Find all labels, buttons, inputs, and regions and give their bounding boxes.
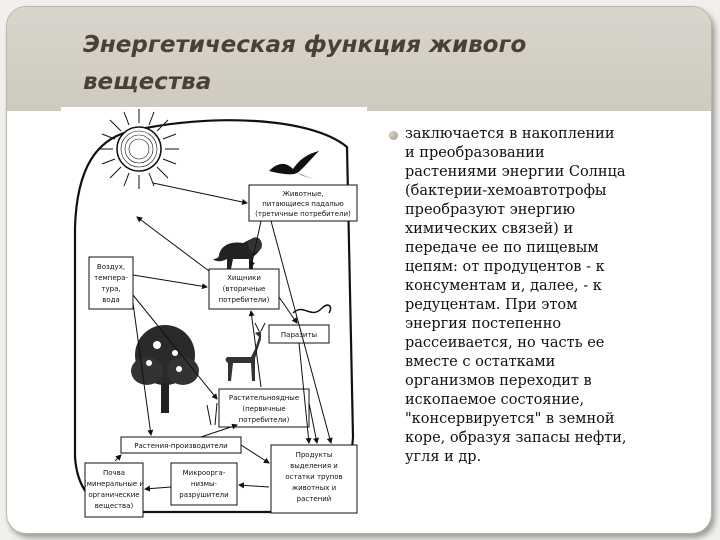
- microbes-line-1: Микроорга-: [182, 469, 226, 477]
- energy-flow-diagram: [61, 107, 367, 531]
- sun-icon: [99, 109, 179, 189]
- soil-line-1: Почва: [102, 469, 126, 477]
- box-microbes: [171, 463, 237, 505]
- microbes-line-3: разрушители: [179, 491, 229, 499]
- bird-icon: [269, 151, 319, 179]
- herbivores-line-2: (первичные: [242, 405, 286, 413]
- products-line-5: растений: [296, 495, 332, 503]
- soil-line-3: органические: [88, 491, 140, 499]
- predators-line-3: потребители): [218, 296, 270, 304]
- parasite-icon: [293, 305, 331, 313]
- box-air: [89, 257, 133, 309]
- products-line-4: животных и: [291, 484, 337, 492]
- slide-title: Энергетическая функция живого вещества: [83, 32, 527, 95]
- box-soil: [84, 463, 144, 517]
- predators-line-2: (вторичные: [222, 285, 266, 293]
- bullet-list: [405, 125, 695, 467]
- scavengers-line-1: Животные,: [282, 190, 324, 198]
- box-products: [271, 445, 357, 513]
- scavengers-line-3: (третичные потребители): [255, 210, 351, 218]
- air-line-1: Воздух,: [96, 263, 126, 271]
- products-line-1: Продукты: [295, 451, 333, 459]
- slide-frame: [6, 6, 712, 534]
- parasites-label: Паразиты: [280, 331, 318, 339]
- predators-line-1: Хищники: [227, 274, 261, 282]
- diagram-svg: [61, 107, 367, 531]
- box-herbivores: [219, 389, 309, 427]
- herbivores-line-3: потребители): [238, 416, 290, 424]
- box-scavengers: [249, 185, 357, 221]
- lion-icon: [213, 237, 262, 269]
- bullet-marker: [389, 131, 398, 140]
- producers-label: Растения-производители: [134, 442, 228, 450]
- bullet-text: заключается в накоплении и преобразовании растениями энергии Солнца (бактерии-хемоавтотрофы преобразуют энергию химических связей) и передаче ее по пищевым цепям: от продуцентов - к консументам и, далее, - к редуцентам. При этом энергия постепенно рассеивается, но часть ее вместе с остатками организмов переходит в ископаемое состояние, "консервируется" в земной коре, образуя запасы нефти, угля и др.: [405, 126, 627, 465]
- air-line-4: вода: [102, 296, 120, 304]
- products-line-2: выделения и: [290, 462, 338, 470]
- air-line-3: тура,: [101, 285, 121, 293]
- box-producers: [121, 437, 241, 453]
- box-parasites: [269, 325, 329, 343]
- tree-icon: [131, 325, 199, 413]
- box-predators: [209, 269, 279, 309]
- herbivores-line-1: Растительноядные: [228, 394, 300, 402]
- air-line-2: темпера-: [94, 274, 128, 282]
- soil-line-4: вещества): [94, 502, 134, 510]
- microbes-line-2: низмы-: [190, 480, 218, 488]
- scavengers-line-2: питающиеся падалью: [262, 200, 344, 208]
- products-line-3: остатки трупов: [285, 473, 343, 481]
- soil-line-2: (минеральные и: [84, 480, 144, 488]
